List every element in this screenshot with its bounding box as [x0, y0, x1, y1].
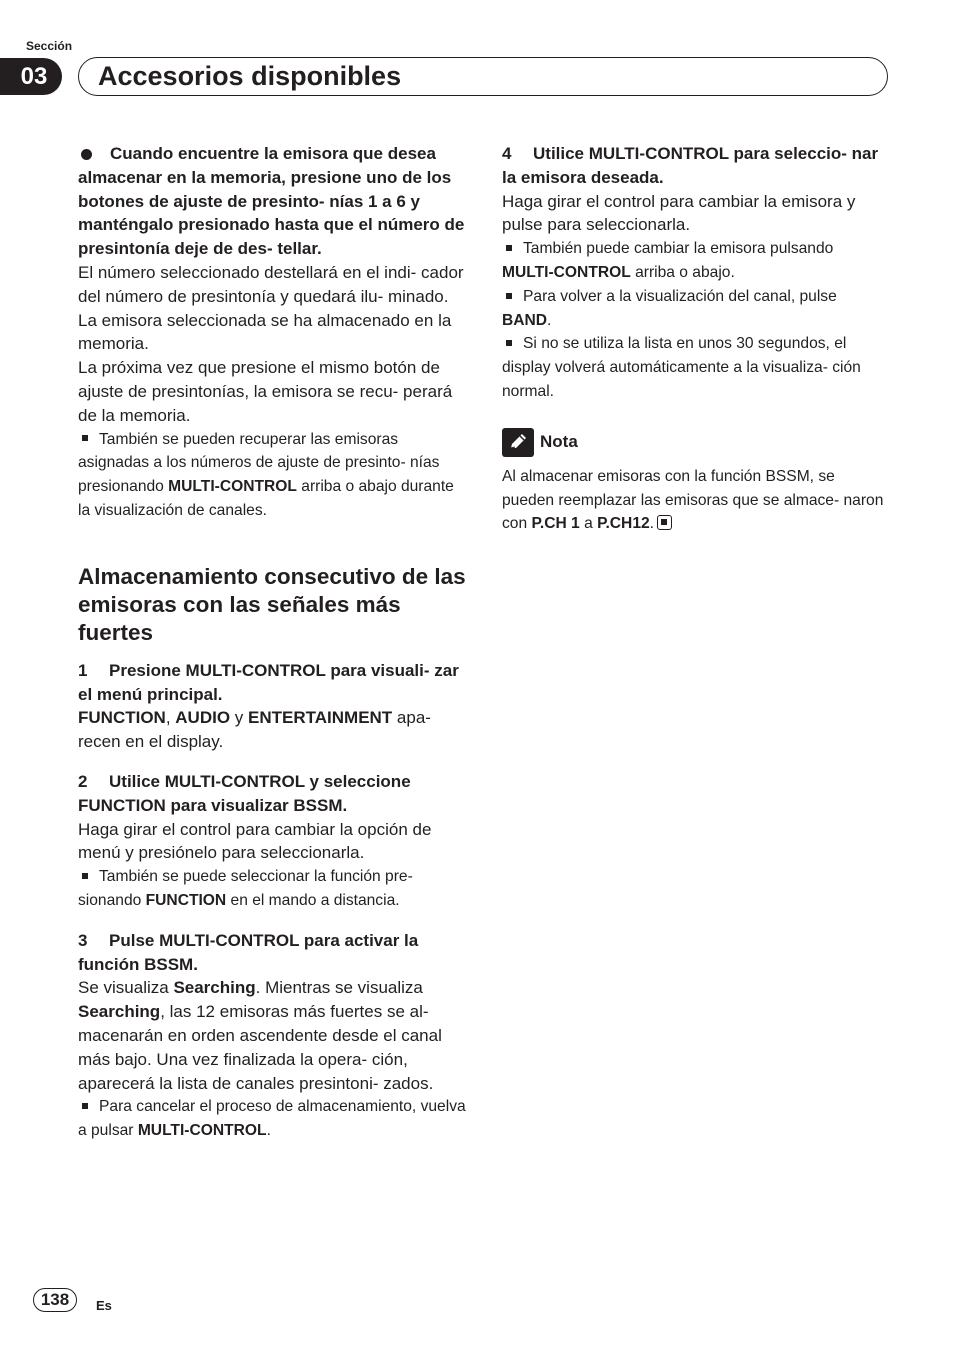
bullet-dot-icon — [81, 149, 92, 160]
step-1: 1 Presione MULTI-CONTROL para visuali- zar el menú principal. — [78, 660, 459, 704]
square-bullet-icon — [506, 340, 512, 346]
square-bullet-icon — [82, 1103, 88, 1109]
step-4: 4 Utilice MULTI-CONTROL para seleccio- nar la emisora deseada. — [502, 144, 879, 187]
bullet-step: Cuando encuentre la emisora que desea almacenar en la memoria, presione uno de los botones de ajuste de presinto- nías 1 a 6 y manténgalo presionado hasta que el número de presintonía deje de des- tellar. — [78, 144, 465, 259]
paragraph: La próxima vez que presione el mismo botón de ajuste de presintonías, la emisora se recu- perará de la memoria. — [78, 358, 453, 425]
section-heading: Almacenamiento consecutivo de las emisoras con las señales más fuertes — [78, 563, 466, 645]
page-number: 138 — [33, 1288, 77, 1312]
nota-header — [502, 428, 888, 457]
step-3-body: Se visualiza Searching. Mientras se visualiza Searching, las 12 emisoras más fuertes se al- macenarán en orden ascendente desde el canal más bajo. Una vez finalizada la opera- ción, aparecerá la lista de canales presintoni- zados. — [78, 978, 442, 1093]
step-1-body: FUNCTION, AUDIO y ENTERTAINMENT apa- recen en el display. — [78, 708, 431, 752]
note-item: Para volver a la visualización del canal, pulse BAND. — [502, 287, 837, 329]
page-title: Accesorios disponibles — [98, 61, 402, 91]
note-item: Si no se utiliza la lista en unos 30 segundos, el display volverá automáticamente a la visualiza- ción normal. — [502, 335, 861, 400]
step-2-body: Haga girar el control para cambiar la opción de menú y presiónelo para seleccionarla. — [78, 819, 432, 863]
step-4-body: Haga girar el control para cambiar la emisora y pulse para seleccionarla. — [502, 191, 856, 235]
step-3: 3 Pulse MULTI-CONTROL para activar la función BSSM. — [78, 930, 419, 974]
square-bullet-icon — [506, 293, 512, 299]
note-item: También puede cambiar la emisora pulsando MULTI-CONTROL arriba o abajo. — [502, 240, 834, 281]
nota-label: Nota — [540, 432, 578, 452]
language-code: Es — [96, 1298, 112, 1313]
note-item: También se pueden recuperar las emisoras asignadas a los números de ajuste de presinto- nías presionando MULTI-CONTROL arriba o abajo durante la visualización de canales. — [78, 430, 454, 519]
note-item: Para cancelar el proceso de almacenamiento, vuelva a pulsar MULTI-CONTROL. — [78, 1098, 466, 1140]
pencil-note-icon — [502, 428, 534, 457]
nota-text: Al almacenar emisoras con la función BSSM, se pueden reemplazar las emisoras que se almace- naron con P.CH 1 a P.CH12. — [502, 467, 884, 533]
square-bullet-icon — [82, 435, 88, 441]
step-2: 2 Utilice MULTI-CONTROL y seleccione FUNCTION para visualizar BSSM. — [78, 771, 411, 815]
section-label: Sección — [26, 39, 73, 53]
end-mark-icon — [657, 515, 672, 530]
section-number-badge: 03 — [0, 58, 62, 95]
square-bullet-icon — [82, 873, 88, 879]
square-bullet-icon — [506, 245, 512, 251]
note-item: También se puede seleccionar la función pre- sionando FUNCTION en el mando a distancia. — [78, 868, 413, 909]
left-column — [78, 142, 466, 1143]
paragraph: El número seleccionado destellará en el indi- cador del número de presintonía y quedará ilu- minado. La emisora seleccionada se ha almacenado en la memoria. — [78, 262, 464, 354]
right-column — [502, 142, 888, 536]
